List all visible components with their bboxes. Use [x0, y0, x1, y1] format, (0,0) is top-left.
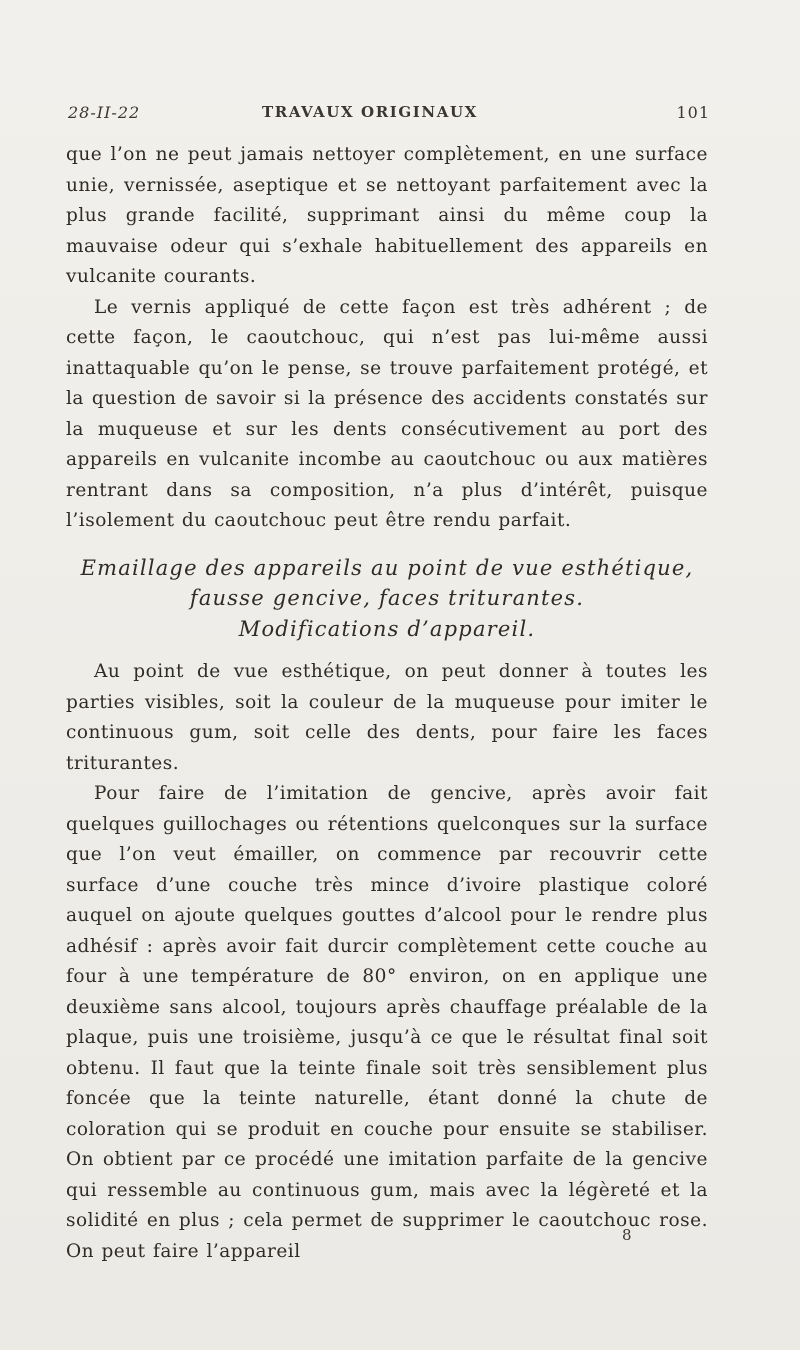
section-heading-line-2: fausse gencive, faces triturantes. [189, 586, 585, 610]
header-date: 28-II-22 [68, 103, 141, 122]
page-body [66, 140, 708, 1330]
running-header [68, 103, 710, 131]
paragraph-2: Le vernis appliqué de cette façon est très adhérent ; de cette façon, le caoutchouc, qui n’est pas lui-même aussi inattaquable qu’on le pense, se trouve parfaitement protégé, et la question de savoir si la présence des accidents constatés sur la muqueuse et sur les dents consécutivement au port des appareils en vulcanite incombe au caoutchouc ou aux matières rentrant dans sa composition, n’a plus d’intérêt, puisque l’isolement du caoutchouc peut être rendu parfait. [66, 296, 708, 531]
section-heading [66, 553, 708, 645]
paragraph-3: Au point de vue esthétique, on peut donner à toutes les parties visibles, soit la couleur de la muqueuse pour imiter le continuous gum, soit celle des dents, pour faire les faces triturantes. [66, 661, 708, 774]
signature-mark: 8 [622, 1226, 632, 1244]
header-title: TRAVAUX ORIGINAUX [262, 103, 478, 121]
section-heading-line-3: Modifications d’appareil. [238, 616, 536, 641]
section-heading-line-1: Emaillage des appareils au point de vue esthétique, [80, 555, 694, 580]
page-number: 101 [676, 103, 710, 122]
paragraph-4: Pour faire de l’imitation de gencive, après avoir fait quelques guillochages ou rétentions quelconques sur la surface que l’on veut émailler, on commence par recouvrir cette surface d’une couche très mince d’ivoire plastique coloré auquel on ajoute quelques gouttes d’alcool pour le rendre plus adhésif : après avoir fait durcir complètement cette couche au four à une température de 80° environ, on en applique une deuxième sans alcool, toujours après chauffage préalable de la plaque, puis une troisième, jusqu’à ce que le résultat final soit obtenu. Il faut que la teinte finale soit très sensiblement plus foncée que la teinte naturelle, étant donné la chute de coloration qui se produit en couche pour ensuite se stabiliser. On obtient par ce procédé une imitation parfaite de la gencive qui ressemble au continuous gum, mais avec la légèreté et la solidité en plus ; cela permet de supprimer le caoutchouc rose. On peut faire l’appareil [66, 783, 708, 1262]
paragraph-1: que l’on ne peut jamais nettoyer complètement, en une surface unie, vernissée, aseptique et se nettoyant parfaitement avec la plus grande facilité, supprimant ainsi du même coup la mauvaise odeur qui s’exhale habituellement des appareils en vulcanite courants. [66, 144, 708, 287]
